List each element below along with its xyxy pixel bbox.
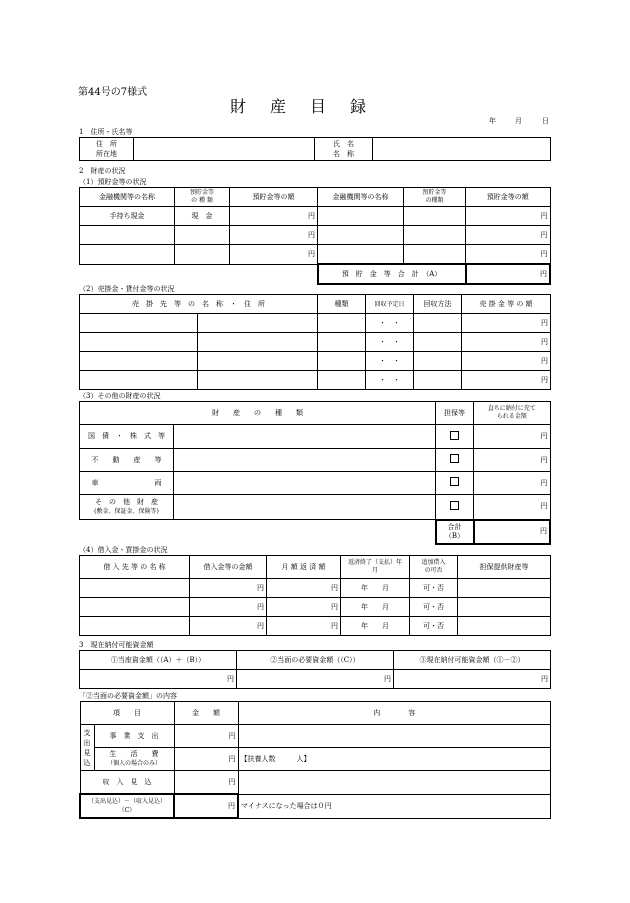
repayment-end-cell[interactable]: 年 月 xyxy=(341,617,410,636)
lender-cell[interactable] xyxy=(80,617,190,636)
living-expense-amount[interactable]: 円 xyxy=(174,748,238,771)
receivable-type-cell[interactable] xyxy=(318,352,366,371)
section1-heading: 1 住所・氏名等 xyxy=(79,128,133,136)
other-assets-table xyxy=(79,401,551,545)
business-expense-amount[interactable]: 円 xyxy=(174,725,238,748)
deposits-header-amount-2: 預貯金等の額 xyxy=(466,188,551,207)
asset-amount-cell[interactable]: 円 xyxy=(474,472,551,495)
asset-detail-cell[interactable] xyxy=(174,425,436,449)
receivable-name-cell[interactable] xyxy=(80,371,198,390)
payable-funds-header: ③現在納付可能資金額（①－②） xyxy=(394,651,551,670)
receivable-type-cell[interactable] xyxy=(318,333,366,352)
asset-amount-cell[interactable]: 円 xyxy=(474,449,551,472)
collateral-checkbox[interactable] xyxy=(436,472,474,495)
address-label: 住 所 所在地 xyxy=(80,138,134,161)
section2-heading: 2 財産の状況 xyxy=(79,167,126,175)
deposit-amount-cell[interactable]: 円 xyxy=(230,226,318,245)
deposits-header-kind: 預貯金等 の 種 類 xyxy=(175,188,230,207)
needed-funds-detail-table xyxy=(79,701,551,819)
deposits-header-amount: 預貯金等の額 xyxy=(230,188,318,207)
collateral-checkbox[interactable] xyxy=(436,449,474,472)
expense-estimate-label: 支 出 見 込 xyxy=(80,725,94,771)
asset-row-label: 国 債 ・ 株 式 等 xyxy=(80,425,174,449)
receivable-amount-cell[interactable]: 円 xyxy=(462,352,551,371)
deposits-table xyxy=(79,187,551,285)
deposit-amount-cell[interactable]: 円 xyxy=(466,245,551,265)
receivable-date-cell[interactable]: ・ ・ xyxy=(366,371,414,390)
needed-funds-header: ②当面の必要資金額（（C）） xyxy=(237,651,394,670)
date-day-label: 日 xyxy=(542,117,549,125)
loan-collateral-cell[interactable] xyxy=(458,598,551,617)
deposits-total-amount[interactable]: 円 xyxy=(466,264,551,284)
deposit-amount-cell[interactable]: 円 xyxy=(230,207,318,226)
detail-header-amount: 金 額 xyxy=(174,702,238,725)
deposit-amount-cell[interactable]: 円 xyxy=(230,245,318,265)
lender-cell[interactable] xyxy=(80,579,190,598)
form-number: 第44号の7様式 xyxy=(78,87,148,98)
loans-header-collateral: 担保提供財産等 xyxy=(458,556,551,579)
deposit-institution-cell[interactable] xyxy=(318,226,404,245)
deposit-institution-cell[interactable] xyxy=(318,207,404,226)
receivables-header-method: 回収方法 xyxy=(414,295,462,314)
date-month-label: 月 xyxy=(515,117,522,125)
loan-collateral-cell[interactable] xyxy=(458,617,551,636)
deposits-total-label: 預 貯 金 等 合 計 （A） xyxy=(318,264,466,284)
receivable-amount-cell[interactable]: 円 xyxy=(462,371,551,390)
loan-collateral-cell[interactable] xyxy=(458,579,551,598)
cash-on-hand-label: 手持ち現金 xyxy=(80,207,175,226)
repayment-end-cell[interactable]: 年 月 xyxy=(341,579,410,598)
receivable-date-cell[interactable]: ・ ・ xyxy=(366,352,414,371)
receivable-amount-cell[interactable]: 円 xyxy=(462,314,551,333)
receivables-header-amount: 売 掛 金 等 の 額 xyxy=(462,295,551,314)
additional-loan-cell[interactable]: 可・否 xyxy=(410,617,458,636)
receivable-amount-cell[interactable]: 円 xyxy=(462,333,551,352)
receivable-name-cell[interactable] xyxy=(80,314,198,333)
needed-funds-c-amount[interactable]: 円 xyxy=(174,794,238,818)
lender-cell[interactable] xyxy=(80,598,190,617)
asset-amount-cell[interactable]: 円 xyxy=(474,495,551,520)
address-field[interactable] xyxy=(134,138,315,161)
loans-table xyxy=(79,555,551,636)
business-expense-label: 事 業 支 出 xyxy=(94,725,174,748)
deposit-kind-cell[interactable] xyxy=(404,245,466,265)
collateral-checkbox[interactable] xyxy=(436,425,474,449)
receivable-method-cell[interactable] xyxy=(414,371,462,390)
receivable-method-cell[interactable] xyxy=(414,352,462,371)
collateral-checkbox[interactable] xyxy=(436,495,474,520)
receivable-address-cell[interactable] xyxy=(198,371,318,390)
deposit-institution-cell[interactable] xyxy=(80,245,175,265)
deposit-kind-cell[interactable] xyxy=(404,226,466,245)
additional-loan-cell[interactable]: 可・否 xyxy=(410,579,458,598)
repayment-end-cell[interactable]: 年 月 xyxy=(341,598,410,617)
needed-funds-amount[interactable]: 円 xyxy=(237,670,394,689)
receivable-name-cell[interactable] xyxy=(80,333,198,352)
deposits-header-institution-2: 金融機関等の名称 xyxy=(318,188,404,207)
loan-amount-cell[interactable]: 円 xyxy=(190,579,267,598)
deposits-heading: （1）預貯金等の状況 xyxy=(79,178,147,186)
receivable-type-cell[interactable] xyxy=(318,371,366,390)
receivable-address-cell[interactable] xyxy=(198,314,318,333)
deposit-institution-cell[interactable] xyxy=(318,245,404,265)
receivables-header-name: 売 掛 先 等 の 名 称 ・ 住 所 xyxy=(80,295,318,314)
available-funds-table xyxy=(79,650,551,689)
receivable-address-cell[interactable] xyxy=(198,333,318,352)
income-estimate-amount[interactable]: 円 xyxy=(174,771,238,795)
deposits-header-institution: 金融機関等の名称 xyxy=(80,188,175,207)
cash-kind-label: 現 金 xyxy=(175,207,230,226)
additional-loan-cell[interactable]: 可・否 xyxy=(410,598,458,617)
asset-detail-cell[interactable] xyxy=(174,495,436,520)
loans-header-end: 返済終了（支払）年 月 xyxy=(341,556,410,579)
needed-funds-c-label: （支出見込）－（収入見込）（C） xyxy=(80,794,174,818)
detail-header-content: 内 容 xyxy=(238,702,551,725)
current-funds-header: ①当座資金額（（A）＋（B）） xyxy=(80,651,237,670)
name-label: 氏 名 名 称 xyxy=(315,138,373,161)
asset-row-label: 車 両 xyxy=(80,472,174,495)
deposits-header-kind-2: 預貯金等 の種類 xyxy=(404,188,466,207)
asset-detail-cell[interactable] xyxy=(174,449,436,472)
other-assets-header-kind: 財 産 の 種 類 xyxy=(80,402,436,425)
other-assets-note: (敷金、保証金、保険等) xyxy=(94,508,159,515)
deposit-kind-cell[interactable] xyxy=(175,245,230,265)
section3-heading: 3 現在納付可能資金額 xyxy=(79,641,154,649)
needed-funds-c-note: マイナスになった場合は０円 xyxy=(238,794,551,818)
needed-funds-detail-heading: 「②当面の必要資金額」の内容 xyxy=(79,692,177,700)
asset-row-label: 不 動 産 等 xyxy=(80,449,174,472)
other-assets-heading: （3）その他の財産の状況 xyxy=(79,392,161,400)
receivable-method-cell[interactable] xyxy=(414,314,462,333)
other-assets-total-label: 合計 （B） xyxy=(436,520,474,544)
name-field[interactable] xyxy=(373,138,551,161)
deposit-institution-cell[interactable] xyxy=(80,226,175,245)
monthly-payment-cell[interactable]: 円 xyxy=(267,579,341,598)
deposit-kind-cell[interactable] xyxy=(404,207,466,226)
loan-amount-cell[interactable]: 円 xyxy=(190,598,267,617)
deposit-kind-cell[interactable] xyxy=(175,226,230,245)
monthly-payment-cell[interactable]: 円 xyxy=(267,598,341,617)
deposit-amount-cell[interactable]: 円 xyxy=(466,226,551,245)
detail-header-item: 項 目 xyxy=(80,702,174,725)
deposit-amount-cell[interactable]: 円 xyxy=(466,207,551,226)
business-expense-content[interactable] xyxy=(238,725,551,748)
loans-header-lender: 借 入 先 等 の 名 称 xyxy=(80,556,190,579)
loans-header-additional: 追加借入 の可否 xyxy=(410,556,458,579)
monthly-payment-cell[interactable]: 円 xyxy=(267,617,341,636)
receivable-date-cell[interactable]: ・ ・ xyxy=(366,333,414,352)
other-assets-header-collateral: 担保等 xyxy=(436,402,474,425)
date-year-label: 年 xyxy=(489,117,496,125)
loan-amount-cell[interactable]: 円 xyxy=(190,617,267,636)
receivables-header-date: 回収予定日 xyxy=(366,295,414,314)
receivable-type-cell[interactable] xyxy=(318,314,366,333)
current-funds-amount[interactable]: 円 xyxy=(80,670,237,689)
income-estimate-label: 収 入 見 込 xyxy=(80,771,174,795)
other-assets-total-amount[interactable]: 円 xyxy=(474,520,551,544)
address-name-table xyxy=(79,137,551,161)
loans-header-monthly: 月 額 返 済 額 xyxy=(267,556,341,579)
receivable-name-cell[interactable] xyxy=(80,352,198,371)
income-estimate-content[interactable] xyxy=(238,771,551,795)
dependents-field[interactable]: 【扶養人数 人】 xyxy=(238,748,551,771)
receivable-address-cell[interactable] xyxy=(198,352,318,371)
loans-header-amount: 借入金等の金額 xyxy=(190,556,267,579)
receivables-heading: （2）売掛金・貸付金等の状況 xyxy=(79,285,175,293)
payable-funds-amount[interactable]: 円 xyxy=(394,670,551,689)
receivable-method-cell[interactable] xyxy=(414,333,462,352)
other-assets-header-amount: 直ちに納付に充て られる金額 xyxy=(474,402,551,425)
receivable-date-cell[interactable]: ・ ・ xyxy=(366,314,414,333)
asset-detail-cell[interactable] xyxy=(174,472,436,495)
living-expense-note: （個人の場合のみ） xyxy=(106,760,161,767)
living-expense-label: 生 活 費 （個人の場合のみ） xyxy=(94,748,174,771)
receivables-header-type: 種類 xyxy=(318,295,366,314)
asset-amount-cell[interactable]: 円 xyxy=(474,425,551,449)
receivables-table xyxy=(79,294,551,390)
asset-row-label: そ の 他 財 産 (敷金、保証金、保険等) xyxy=(80,495,174,520)
page-title: 財 産 目 録 xyxy=(230,97,371,116)
loans-heading: （4）借入金・買掛金の状況 xyxy=(79,546,168,554)
